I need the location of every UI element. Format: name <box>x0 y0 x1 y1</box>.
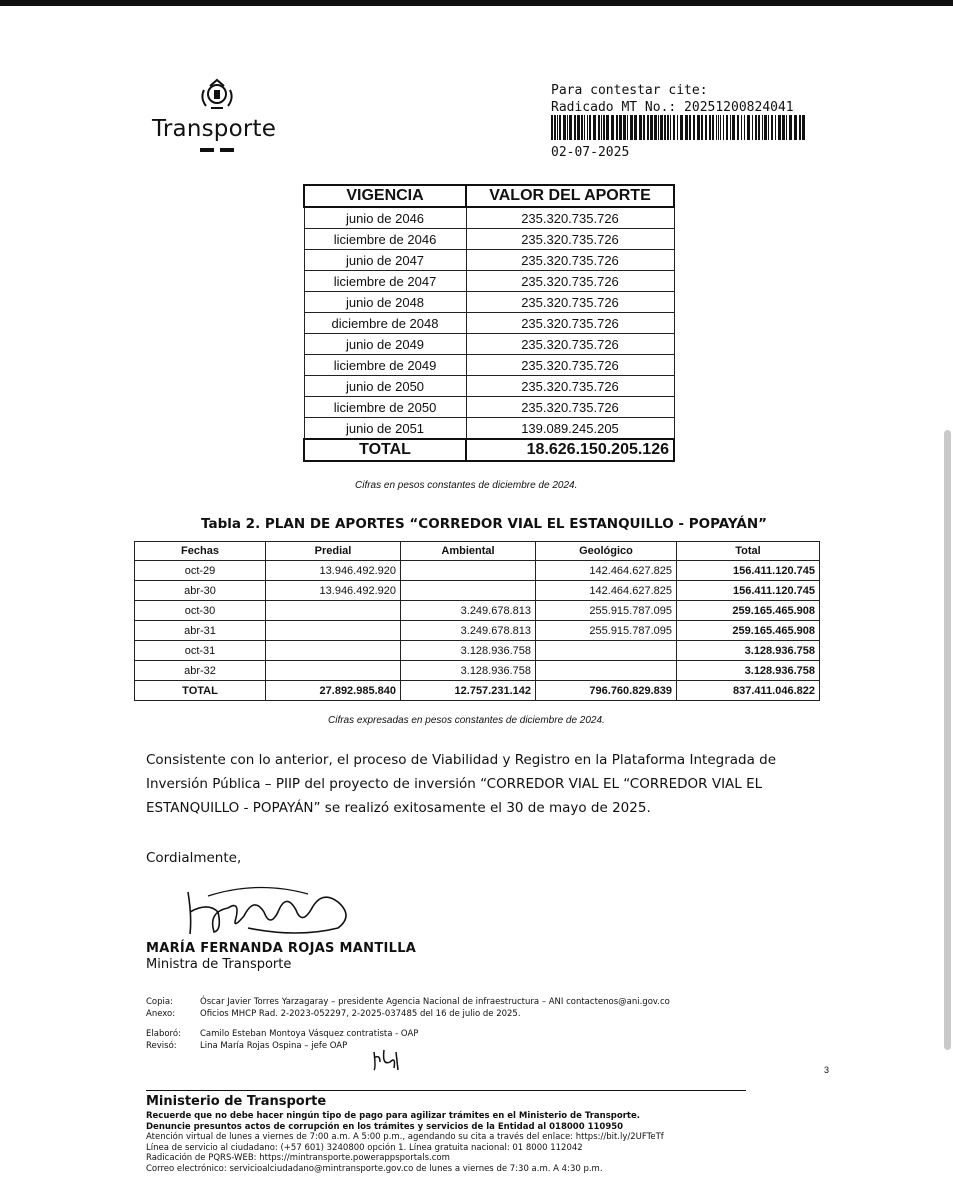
table-row <box>304 207 674 229</box>
amount-cell: 156.411.120.745 <box>677 581 820 601</box>
column-header: VIGENCIA <box>304 185 466 207</box>
table-header-row <box>135 542 820 561</box>
amount-cell: 255.915.787.095 <box>536 601 677 621</box>
barcode-bar <box>667 115 669 140</box>
barcode-bar <box>647 115 649 140</box>
column-header: Predial <box>266 542 401 561</box>
period-cell: liciembre de 2046 <box>304 229 466 250</box>
amount-cell: 235.320.735.726 <box>466 334 674 355</box>
barcode-bar <box>611 115 614 140</box>
logo-text: Transporte <box>152 116 277 142</box>
amount-cell: 235.320.735.726 <box>466 292 674 313</box>
period-cell: junio de 2051 <box>304 418 466 440</box>
barcode-bar <box>601 115 602 140</box>
amount-cell <box>536 661 677 681</box>
footer-line: Atención virtual de lunes a viernes de 7:00 a.m. A 5:00 p.m., agendando su cita a través del enlace: https://bit.ly/2UFTeTf <box>146 1132 664 1142</box>
amount-cell: 3.128.936.758 <box>677 641 820 661</box>
handwritten-signature <box>178 872 368 942</box>
cite-date: 02-07-2025 <box>551 145 630 160</box>
handwritten-initials <box>370 1042 410 1072</box>
amount-cell: 13.946.492.920 <box>266 581 401 601</box>
barcode-bar <box>705 115 707 140</box>
amount-cell <box>266 601 401 621</box>
barcode-bar <box>563 115 566 140</box>
barcode-bar <box>587 115 588 140</box>
amount-cell: 235.320.735.726 <box>466 355 674 376</box>
logo-dash <box>200 148 214 152</box>
amount-cell <box>266 621 401 641</box>
table-row <box>135 641 820 661</box>
amount-cell <box>266 641 401 661</box>
barcode-bar <box>551 115 553 140</box>
barcode-bar <box>627 115 628 140</box>
amount-cell: 235.320.735.726 <box>466 397 674 418</box>
barcode-bar <box>559 115 561 140</box>
barcode-bar <box>650 115 653 140</box>
table-row <box>135 621 820 641</box>
amount-cell <box>401 581 536 601</box>
amount-cell: 12.757.231.142 <box>401 681 536 701</box>
footer-info <box>146 1111 664 1174</box>
barcode-bar <box>634 115 637 140</box>
barcode-bar <box>744 115 745 140</box>
reviso-text: Lina María Rojas Ospina – jefe OAP <box>200 1041 348 1051</box>
amount-cell: 3.249.678.813 <box>401 621 536 641</box>
amount-cell: 139.089.245.205 <box>466 418 674 440</box>
barcode-bar <box>794 115 797 140</box>
amount-cell: 259.165.465.908 <box>677 601 820 621</box>
anexo-label: Anexo: <box>146 1009 176 1019</box>
period-cell: junio de 2047 <box>304 250 466 271</box>
barcode-bar <box>577 115 580 140</box>
barcode-bar <box>752 115 753 140</box>
barcode-bar <box>758 115 760 140</box>
period-cell: diciembre de 2048 <box>304 313 466 334</box>
table-row <box>304 271 674 292</box>
barcode-bar <box>658 115 659 140</box>
period-cell: junio de 2050 <box>304 376 466 397</box>
body-paragraph: Consistente con lo anterior, el proceso de Viabilidad y Registro en la Plataforma Integrada de Inversión Pública – PIIP del proyecto de inversión “CORREDOR VIAL EL “CORREDOR VIAL EL ESTANQUILLO - POPAYÁN” se realizó exitosamente el 30 de mayo de 2025. <box>146 752 777 816</box>
barcode-bar <box>557 115 558 140</box>
date-cell: abr-30 <box>135 581 266 601</box>
closing: Cordialmente, <box>146 850 242 866</box>
barcode-bar <box>716 115 717 140</box>
barcode-bar <box>747 115 750 140</box>
page-number: 3 <box>824 1065 830 1075</box>
barcode-bar <box>567 115 568 140</box>
footer-title: Ministerio de Transporte <box>146 1094 327 1109</box>
amount-cell: 156.411.120.745 <box>677 561 820 581</box>
scrollbar[interactable] <box>944 430 951 1050</box>
amount-cell: 235.320.735.726 <box>466 250 674 271</box>
table-row <box>304 376 674 397</box>
barcode-bar <box>712 115 714 140</box>
footer-line: Línea de servicio al ciudadano: (+57 601) 3240800 opción 1. Línea gratuita nacional: 01 8000 112042 <box>146 1142 583 1153</box>
table-row <box>135 661 820 681</box>
amount-cell: 142.464.627.825 <box>536 561 677 581</box>
signer-name: MARÍA FERNANDA ROJAS MANTILLA <box>146 941 417 956</box>
amount-cell: 235.320.735.726 <box>466 271 674 292</box>
period-cell: liciembre de 2047 <box>304 271 466 292</box>
barcode-bar <box>606 115 609 140</box>
barcode-bar <box>786 115 787 140</box>
barcode-bar <box>762 115 763 140</box>
table-row <box>304 313 674 334</box>
barcode-bar <box>775 115 776 140</box>
anexo-text: Oficios MHCP Rad. 2-2023-052297, 2-2025-037485 del 16 de julio de 2025. <box>200 1009 521 1019</box>
date-cell: abr-32 <box>135 661 266 681</box>
barcode-bar <box>709 115 711 140</box>
amount-cell: 142.464.627.825 <box>536 581 677 601</box>
barcode-bar <box>689 115 691 140</box>
footer-line: Denuncie presuntos actos de corrupción en los trámites y servicios de la Entidad al 018000 110950 <box>146 1121 624 1132</box>
barcode-bar <box>718 115 719 140</box>
logo-dash <box>220 148 234 152</box>
table-row <box>304 355 674 376</box>
barcode-bar <box>569 115 572 140</box>
footer-line: Recuerde que no debe hacer ningún tipo de pago para agilizar trámites en el Ministerio de Transporte. <box>146 1111 640 1121</box>
cite-label: Para contestar cite: <box>551 83 708 98</box>
barcode-bar <box>643 115 645 140</box>
amount-cell <box>401 561 536 581</box>
date-cell: TOTAL <box>135 681 266 701</box>
period-cell: junio de 2046 <box>304 207 466 229</box>
amount-cell: 235.320.735.726 <box>466 376 674 397</box>
signer-role: Ministra de Transporte <box>146 957 292 972</box>
barcode-bar <box>697 115 700 140</box>
table-header-row <box>304 185 674 207</box>
barcode-bar <box>584 115 585 140</box>
amount-cell: 259.165.465.908 <box>677 621 820 641</box>
barcode-bar <box>720 115 721 140</box>
barcode-bar <box>755 115 757 140</box>
total-label: TOTAL <box>304 439 466 461</box>
barcode-bar <box>630 115 633 140</box>
barcode-bar <box>603 115 605 140</box>
barcode-bar <box>654 115 657 140</box>
period-cell: junio de 2048 <box>304 292 466 313</box>
barcode-bar <box>680 115 683 140</box>
table-row <box>304 418 674 440</box>
barcode-bar <box>598 115 600 140</box>
contributions-table <box>303 184 675 462</box>
cite-block <box>551 82 794 116</box>
contribution-plan-table <box>134 541 820 701</box>
barcode-bar <box>771 115 773 140</box>
barcode-bar <box>799 115 801 140</box>
amount-cell: 3.249.678.813 <box>401 601 536 621</box>
elaboro-label: Elaboró: <box>146 1029 181 1039</box>
date-cell: oct-31 <box>135 641 266 661</box>
barcode-bar <box>764 115 767 140</box>
column-header: Fechas <box>135 542 266 561</box>
table1-note: Cifras en pesos constantes de diciembre de 2024. <box>355 480 578 491</box>
amount-cell: 796.760.829.839 <box>536 681 677 701</box>
barcode-bar <box>639 115 642 140</box>
barcode-bar <box>782 115 785 140</box>
barcode-bar <box>673 115 675 140</box>
barcode-bar <box>726 115 728 140</box>
amount-cell: 3.128.936.758 <box>401 661 536 681</box>
footer-divider <box>146 1090 746 1091</box>
column-header: Total <box>677 542 820 561</box>
barcode-bar <box>693 115 695 140</box>
amount-cell: 235.320.735.726 <box>466 207 674 229</box>
barcode-bar <box>581 115 583 140</box>
column-header: Ambiental <box>401 542 536 561</box>
barcode-bar <box>616 115 618 140</box>
table-row <box>304 229 674 250</box>
radicado-number: Radicado MT No.: 20251200824041 <box>551 100 794 115</box>
copia-text: Óscar Javier Torres Yarzagaray – presidente Agencia Nacional de infraestructura – ANI contactenos@ani.gov.co <box>200 997 670 1007</box>
amount-cell: 235.320.735.726 <box>466 313 674 334</box>
table-total-row <box>135 681 820 701</box>
amount-cell: 255.915.787.095 <box>536 621 677 641</box>
amount-cell: 13.946.492.920 <box>266 561 401 581</box>
table-row <box>304 292 674 313</box>
barcode-bar <box>802 115 805 140</box>
table2-note: Cifras expresadas en pesos constantes de diciembre de 2024. <box>328 715 605 726</box>
barcode-bar <box>664 115 666 140</box>
amount-cell: 235.320.735.726 <box>466 229 674 250</box>
period-cell: liciembre de 2049 <box>304 355 466 376</box>
date-cell: oct-29 <box>135 561 266 581</box>
copia-label: Copia: <box>146 997 173 1007</box>
barcode-bar <box>778 115 781 140</box>
period-cell: junio de 2049 <box>304 334 466 355</box>
ministry-logo <box>152 76 292 166</box>
column-header: VALOR DEL APORTE <box>466 185 674 207</box>
reviso-label: Revisó: <box>146 1041 177 1051</box>
table-row <box>135 601 820 621</box>
footer-line: Correo electrónico: servicioalciudadano@mintransporte.gov.co de lunes a viernes de 7:30 a.m. A 4:30 p.m. <box>146 1163 603 1174</box>
date-cell: oct-30 <box>135 601 266 621</box>
barcode-bar <box>741 115 742 140</box>
period-cell: liciembre de 2050 <box>304 397 466 418</box>
barcode-bar <box>619 115 622 140</box>
barcode-bar <box>593 115 596 140</box>
barcode-bar <box>574 115 576 140</box>
barcode-bar <box>554 115 556 140</box>
barcode-bar <box>701 115 703 140</box>
amount-cell: 27.892.985.840 <box>266 681 401 701</box>
amount-cell: 3.128.936.758 <box>677 661 820 681</box>
table-total-row <box>304 439 674 461</box>
table-row <box>135 581 820 601</box>
elaboro-text: Camilo Esteban Montoya Vásquez contratista - OAP <box>200 1029 419 1039</box>
table-row <box>304 250 674 271</box>
table2-title: Tabla 2. PLAN DE APORTES “CORREDOR VIAL EL ESTANQUILLO - POPAYÁN” <box>201 516 768 532</box>
amount-cell: 837.411.046.822 <box>677 681 820 701</box>
coat-of-arms-icon <box>196 76 238 118</box>
footer-line: Radicación de PQRS-WEB: https://mintransporte.powerappsportals.com <box>146 1153 450 1163</box>
table-row <box>135 561 820 581</box>
barcode-bar <box>730 115 731 140</box>
amount-cell <box>266 661 401 681</box>
barcode-bar <box>723 115 724 140</box>
amount-cell: 3.128.936.758 <box>401 641 536 661</box>
table-row <box>304 397 674 418</box>
barcode-bar <box>677 115 678 140</box>
barcode-bar <box>660 115 663 140</box>
barcode-bar <box>732 115 735 140</box>
date-cell: abr-31 <box>135 621 266 641</box>
barcode-bar <box>623 115 626 140</box>
barcode-bar <box>685 115 688 140</box>
document-page <box>0 6 944 1200</box>
amount-cell <box>536 641 677 661</box>
barcode-bar <box>589 115 591 140</box>
total-value: 18.626.150.205.126 <box>466 439 674 461</box>
table-row <box>304 334 674 355</box>
column-header: Geológico <box>536 542 677 561</box>
barcode <box>551 115 808 140</box>
barcode-bar <box>737 115 739 140</box>
barcode-bar <box>789 115 792 140</box>
barcode-bar <box>768 115 769 140</box>
barcode-bar <box>670 115 671 140</box>
